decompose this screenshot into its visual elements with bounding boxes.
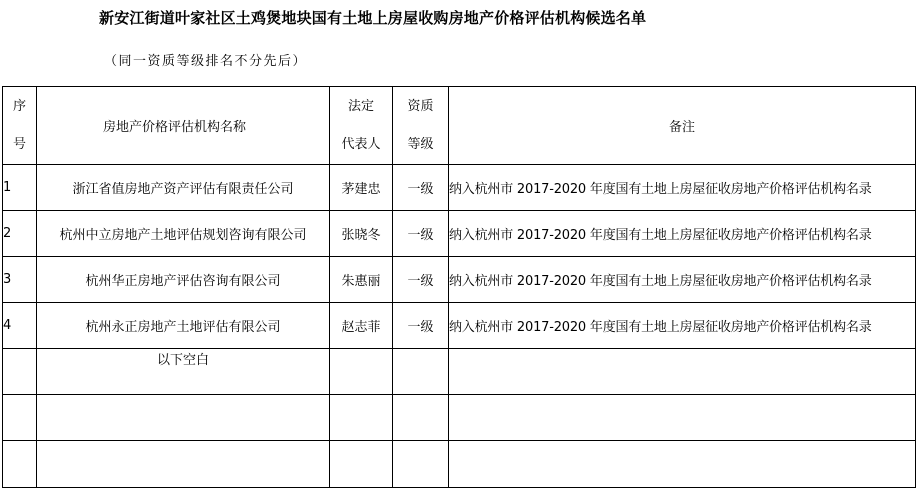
header-seq: 序 号 [3,87,37,165]
cell-empty [330,395,393,441]
cell-empty [393,349,449,395]
cell-legal-rep: 朱惠丽 [330,257,393,303]
cell-empty [3,441,37,488]
cell-grade: 一级 [393,211,449,257]
cell-empty [330,349,393,395]
header-org-name: 房地产价格评估机构名称 [37,87,330,165]
table-row-blank [3,395,916,441]
cell-seq: 1 [3,165,37,211]
cell-legal-rep: 茅建忠 [330,165,393,211]
cell-remark: 纳入杭州市 2017-2020 年度国有土地上房屋征收房地产价格评估机构名录 [449,257,916,303]
cell-seq-empty [3,349,37,395]
table-row [3,165,916,211]
cell-empty [449,349,916,395]
cell-empty [3,395,37,441]
header-legal-rep: 法定 代表人 [330,87,393,165]
table-row [3,257,916,303]
cell-legal-rep: 张晓冬 [330,211,393,257]
cell-org-name: 杭州华正房地产评估咨询有限公司 [37,257,330,303]
cell-seq: 4 [3,303,37,349]
header-qualification-grade: 资质 等级 [393,87,449,165]
candidate-table [2,86,916,488]
cell-empty [37,441,330,488]
cell-seq: 3 [3,257,37,303]
table-row [3,211,916,257]
cell-remark: 纳入杭州市 2017-2020 年度国有土地上房屋征收房地产价格评估机构名录 [449,165,916,211]
blank-note: 以下空白 [37,349,330,395]
cell-grade: 一级 [393,257,449,303]
table-header-row [3,87,916,165]
cell-grade: 一级 [393,303,449,349]
cell-legal-rep: 赵志菲 [330,303,393,349]
cell-org-name: 杭州中立房地产土地评估规划咨询有限公司 [37,211,330,257]
cell-org-name: 浙江省值房地产资产评估有限责任公司 [37,165,330,211]
cell-empty [393,441,449,488]
cell-empty [449,441,916,488]
cell-empty [449,395,916,441]
document-subtitle: （同一资质等级排名不分先后） [104,54,308,69]
cell-org-name: 杭州永正房地产土地评估有限公司 [37,303,330,349]
cell-remark: 纳入杭州市 2017-2020 年度国有土地上房屋征收房地产价格评估机构名录 [449,303,916,349]
cell-grade: 一级 [393,165,449,211]
cell-empty [37,395,330,441]
header-remark: 备注 [449,87,916,165]
table-row-blank [3,441,916,488]
document-title: 新安江街道叶家社区土鸡煲地块国有土地上房屋收购房地产价格评估机构候选名单 [99,9,647,27]
cell-seq: 2 [3,211,37,257]
cell-empty [330,441,393,488]
cell-remark: 纳入杭州市 2017-2020 年度国有土地上房屋征收房地产价格评估机构名录 [449,211,916,257]
cell-empty [393,395,449,441]
table-row [3,303,916,349]
table-row-blank [3,349,916,395]
